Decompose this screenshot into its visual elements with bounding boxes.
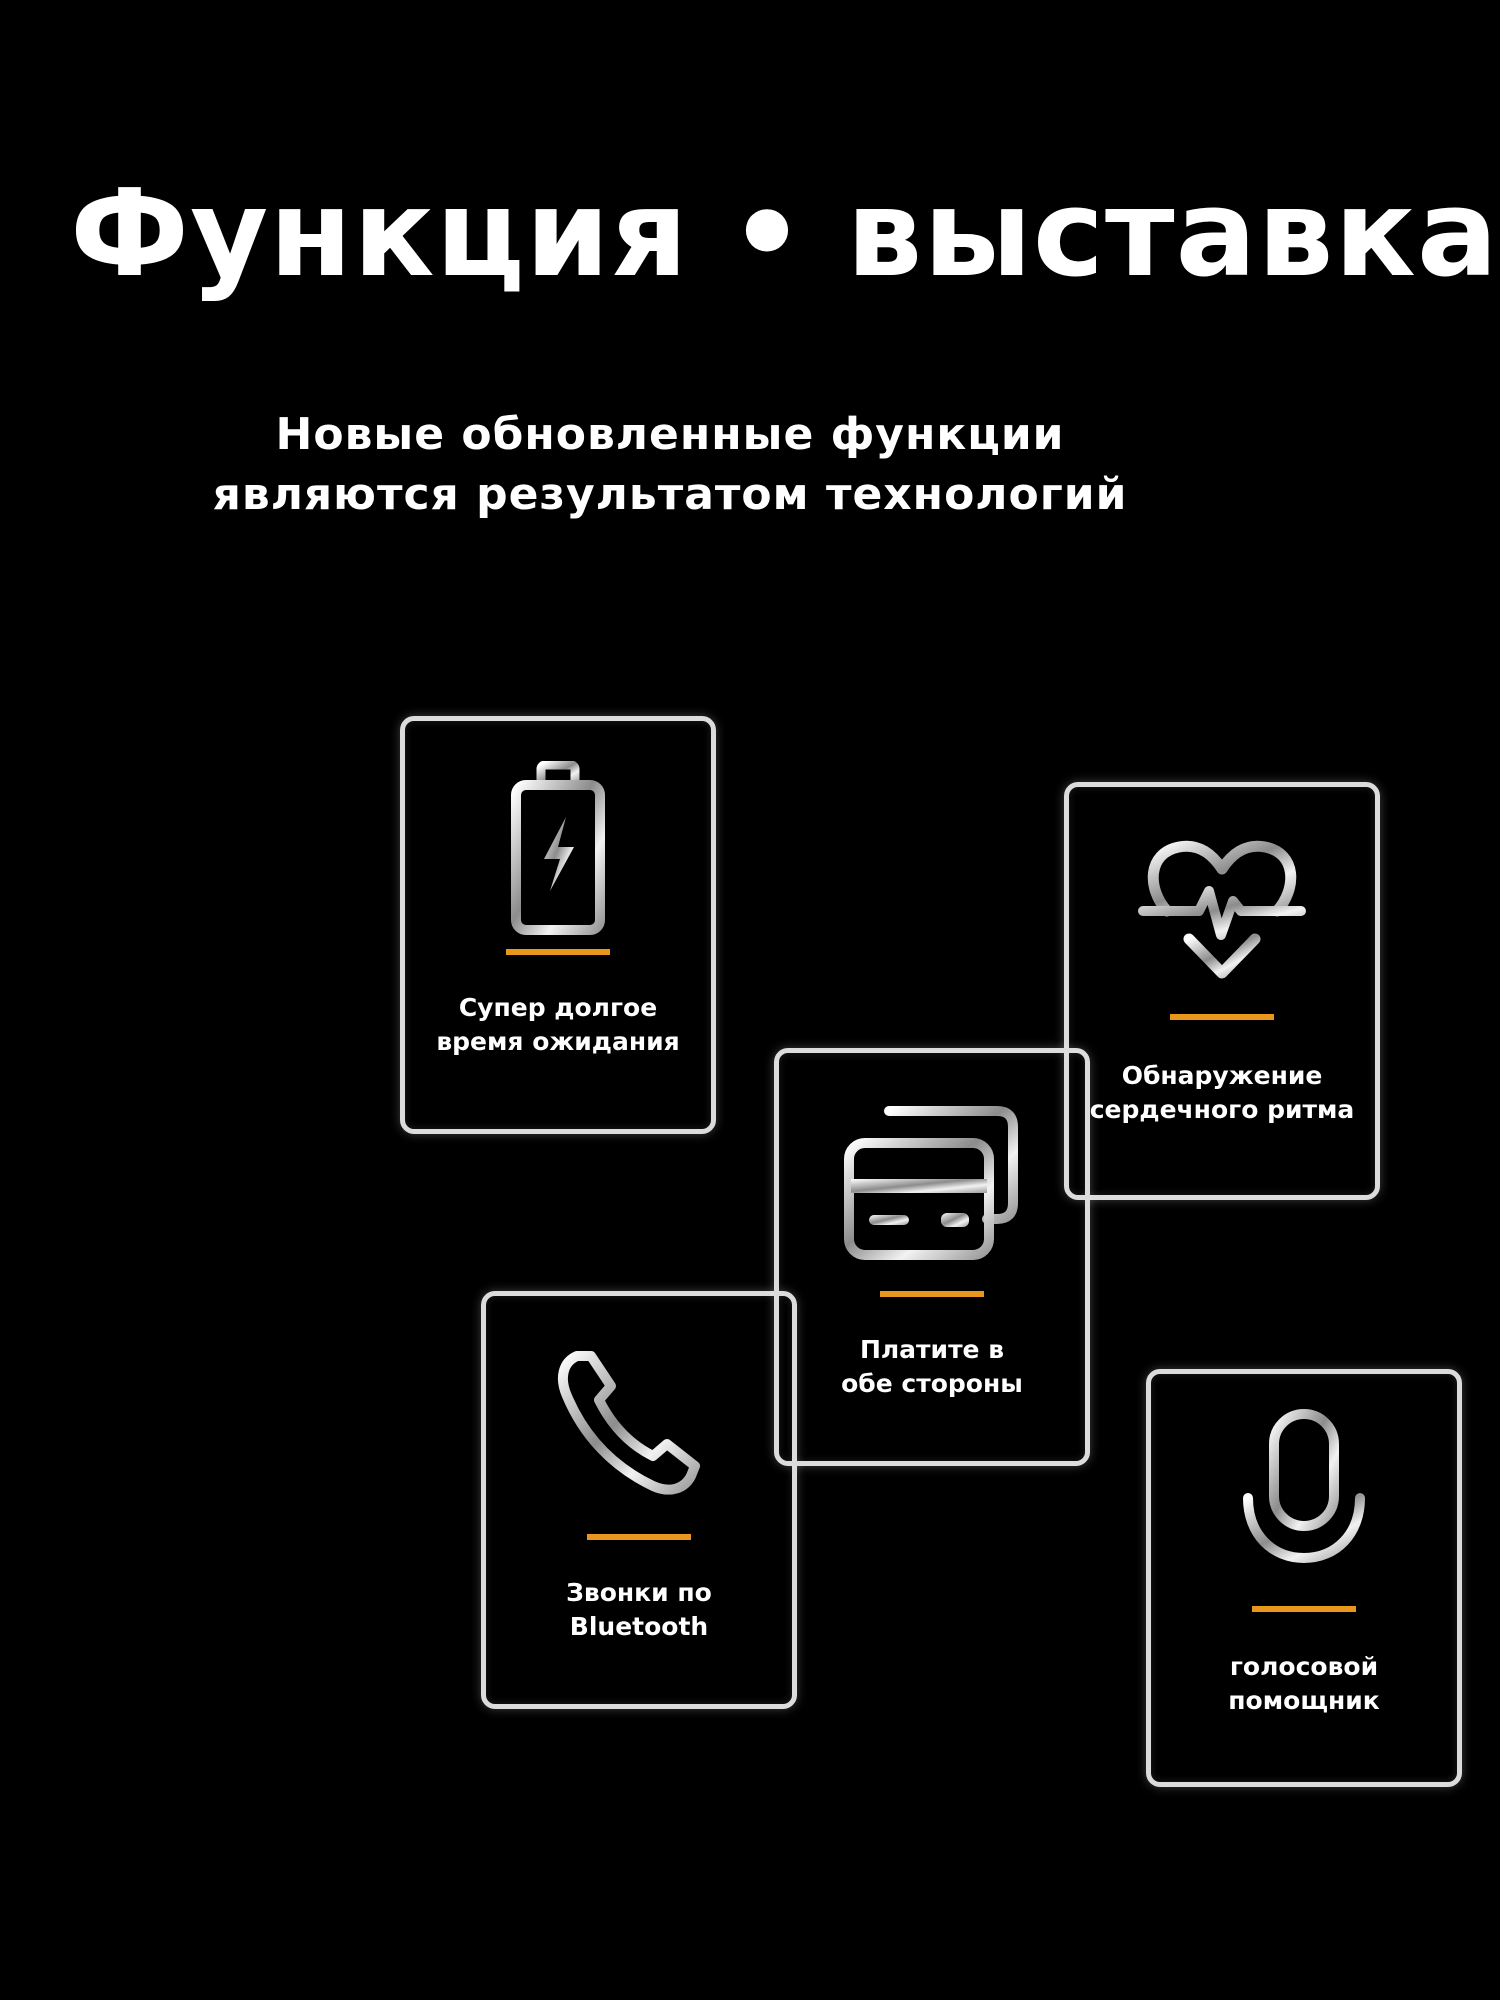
accent-bar — [506, 949, 610, 955]
feature-label: голосовой помощник — [1228, 1652, 1380, 1715]
page-title — [70, 165, 1499, 304]
subtitle-line-1: Новые обновленные функции — [275, 409, 1065, 460]
title-separator: • — [728, 165, 807, 304]
feature-card-payment — [774, 1048, 1090, 1466]
credit-cards-icon — [779, 1093, 1085, 1273]
subtitle — [0, 405, 1340, 525]
feature-label: Платите в обе стороны — [841, 1335, 1023, 1398]
accent-bar — [587, 1534, 691, 1540]
accent-bar — [1170, 1014, 1274, 1020]
accent-bar — [880, 1291, 984, 1297]
title-left: Функция — [70, 165, 689, 304]
feature-label: Звонки по Bluetooth — [566, 1578, 712, 1641]
accent-bar — [1252, 1606, 1356, 1612]
title-right: выставка — [846, 165, 1499, 304]
phone-call-icon — [486, 1334, 792, 1514]
feature-card-standby — [400, 716, 716, 1134]
feature-label: Супер долгое время ожидания — [436, 993, 680, 1056]
feature-label: Обнаружение сердечного ритма — [1089, 1061, 1355, 1124]
microphone-icon — [1151, 1408, 1457, 1598]
feature-card-voice-assistant — [1146, 1369, 1462, 1787]
subtitle-line-2: являются результатом технологий — [212, 469, 1128, 520]
feature-card-heart-rate — [1064, 782, 1380, 1200]
heart-rate-icon — [1069, 823, 1375, 993]
feature-card-bluetooth-calls — [481, 1291, 797, 1709]
battery-charging-icon — [405, 761, 711, 936]
